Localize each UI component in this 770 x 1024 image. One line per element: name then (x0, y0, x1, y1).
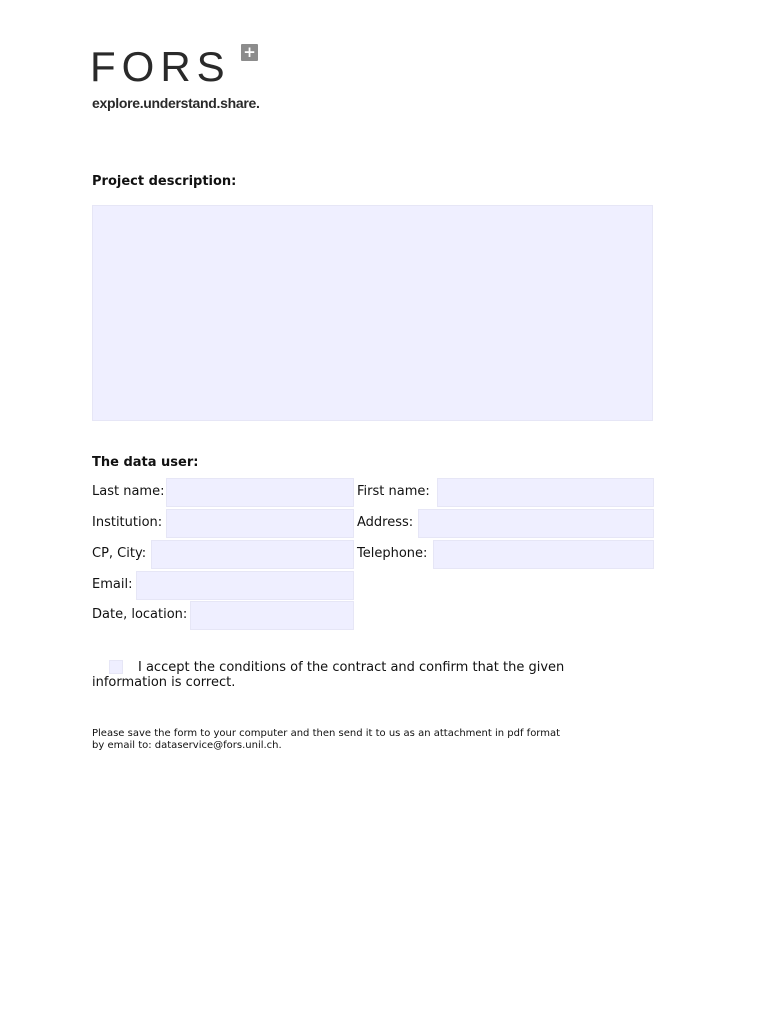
fors-logo-wordmark: FORS (90, 43, 231, 90)
first-name-label: First name: (357, 484, 430, 499)
last-name-label: Last name: (92, 484, 165, 499)
email-label: Email: (92, 577, 133, 592)
date-location-field[interactable] (190, 601, 354, 630)
logo-tagline: explore.understand.share. (92, 95, 260, 111)
telephone-field[interactable] (433, 540, 654, 569)
project-description-textarea[interactable] (92, 205, 653, 421)
project-description-heading: Project description: (92, 174, 237, 189)
email-field[interactable] (136, 571, 354, 600)
consent-text-line1: I accept the conditions of the contract and confirm that the given (138, 660, 565, 675)
telephone-label: Telephone: (357, 546, 428, 561)
address-field[interactable] (418, 509, 654, 538)
data-user-heading: The data user: (92, 455, 199, 470)
plus-icon: + (241, 44, 258, 61)
last-name-field[interactable] (166, 478, 354, 507)
institution-field[interactable] (166, 509, 354, 538)
date-location-label: Date, location: (92, 607, 188, 622)
consent-text-line2: information is correct. (92, 675, 236, 690)
first-name-field[interactable] (437, 478, 654, 507)
accept-conditions-checkbox[interactable] (109, 660, 123, 674)
cp-city-label: CP, City: (92, 546, 147, 561)
institution-label: Institution: (92, 515, 163, 530)
cp-city-field[interactable] (151, 540, 354, 569)
footer-note-line2: by email to: dataservice@fors.unil.ch. (92, 740, 282, 751)
address-label: Address: (357, 515, 414, 530)
footer-note-line1: Please save the form to your computer and then send it to us as an attachment in pdf format (92, 728, 561, 739)
